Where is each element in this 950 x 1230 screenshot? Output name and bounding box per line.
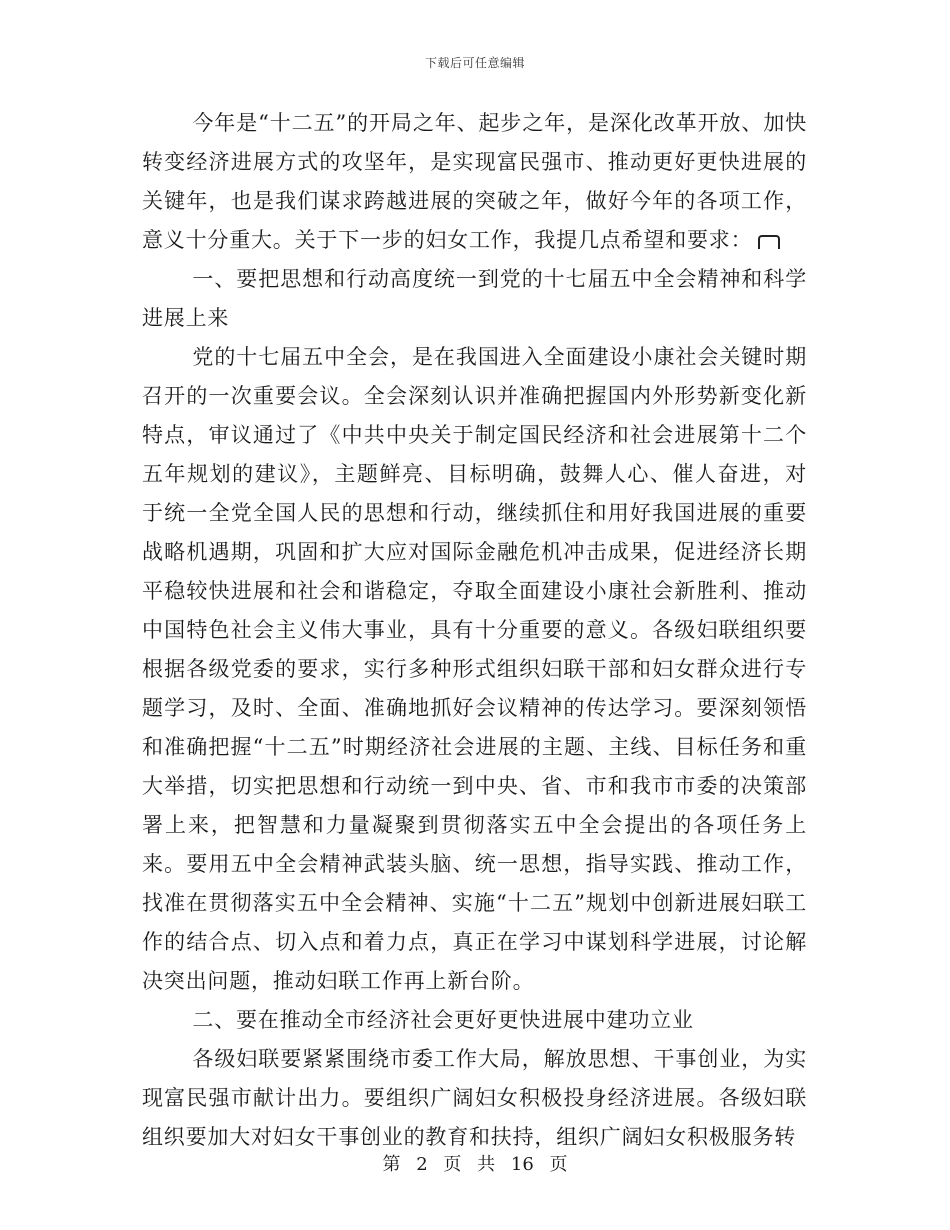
section-heading-2: 二、要在推动全市经济社会更好更快进展中建功立业 [192, 1008, 694, 1032]
footer-total-pages: 16 [510, 1154, 534, 1175]
page-footer [0, 1150, 950, 1176]
paragraph-intro [142, 104, 807, 260]
section-heading-1: 一、要把思想和行动高度统一到党的十七届五中全会精神和科学进展上来 [142, 267, 807, 330]
paragraph-body-2: 各级妇联要紧紧围绕市委工作大局，解放思想、干事创业，为实现富民强市献计出力。要组织广阔妇女积极投身经济进展。各级妇联组织要加大对妇女干事创业的教育和扶持，组织广阔妇女积极服务转 [142, 1047, 807, 1149]
document-body [142, 104, 807, 1157]
corner-bracket-mark [758, 235, 780, 249]
footer-prefix: 第 [382, 1154, 401, 1175]
page-header-note: 下载后可任意编辑 [424, 56, 525, 70]
footer-current-page: 2 [416, 1154, 428, 1175]
paragraph-intro-text: 今年是“十二五”的开局之年、起步之年，是深化改革开放、加快转变经济进展方式的攻坚年，是实现富民强市、推动更好更快进展的关键年，也是我们谋求跨越进展的突破之年，做好今年的各项工作，意义十分重大。关于下一步的妇女工作，我提几点希望和要求： [142, 111, 807, 252]
footer-mid1: 页 [443, 1154, 462, 1175]
footer-suffix: 页 [549, 1154, 568, 1175]
paragraph-body-1: 党的十七届五中全会，是在我国进入全面建设小康社会关键时期召开的一次重要会议。全会深刻认识并准确把握国内外形势新变化新特点，审议通过了《中共中央关于制定国民经济和社会进展第十二个五年规划的建议》，主题鲜亮、目标明确，鼓舞人心、催人奋进，对于统一全党全国人民的思想和行动，继续抓住和用好我国进展的重要战略机遇期，巩固和扩大应对国际金融危机冲击成果，促进经济长期平稳较快进展和社会和谐稳定，夺取全面建设小康社会新胜利、推动中国特色社会主义伟大事业，具有十分重要的意义。各级妇联组织要根据各级党委的要求，实行多种形式组织妇联干部和妇女群众进行专题学习，及时、全面、准确地抓好会议精神的传达学习。要深刻领悟和准确把握“十二五”时期经济社会进展的主题、主线、目标任务和重大举措，切实把思想和行动统一到中央、省、市和我市市委的决策部署上来，把智慧和力量凝聚到贯彻落实五中全会提出的各项任务上来。要用五中全会精神武装头脑、统一思想，指导实践、推动工作，找准在贯彻落实五中全会精神、实施“十二五”规划中创新进展妇联工作的结合点、切入点和着力点，真正在学习中谋划科学进展，讨论解决突出问题，推动妇联工作再上新台阶。 [142, 345, 807, 993]
footer-mid2: 共 [477, 1154, 496, 1175]
